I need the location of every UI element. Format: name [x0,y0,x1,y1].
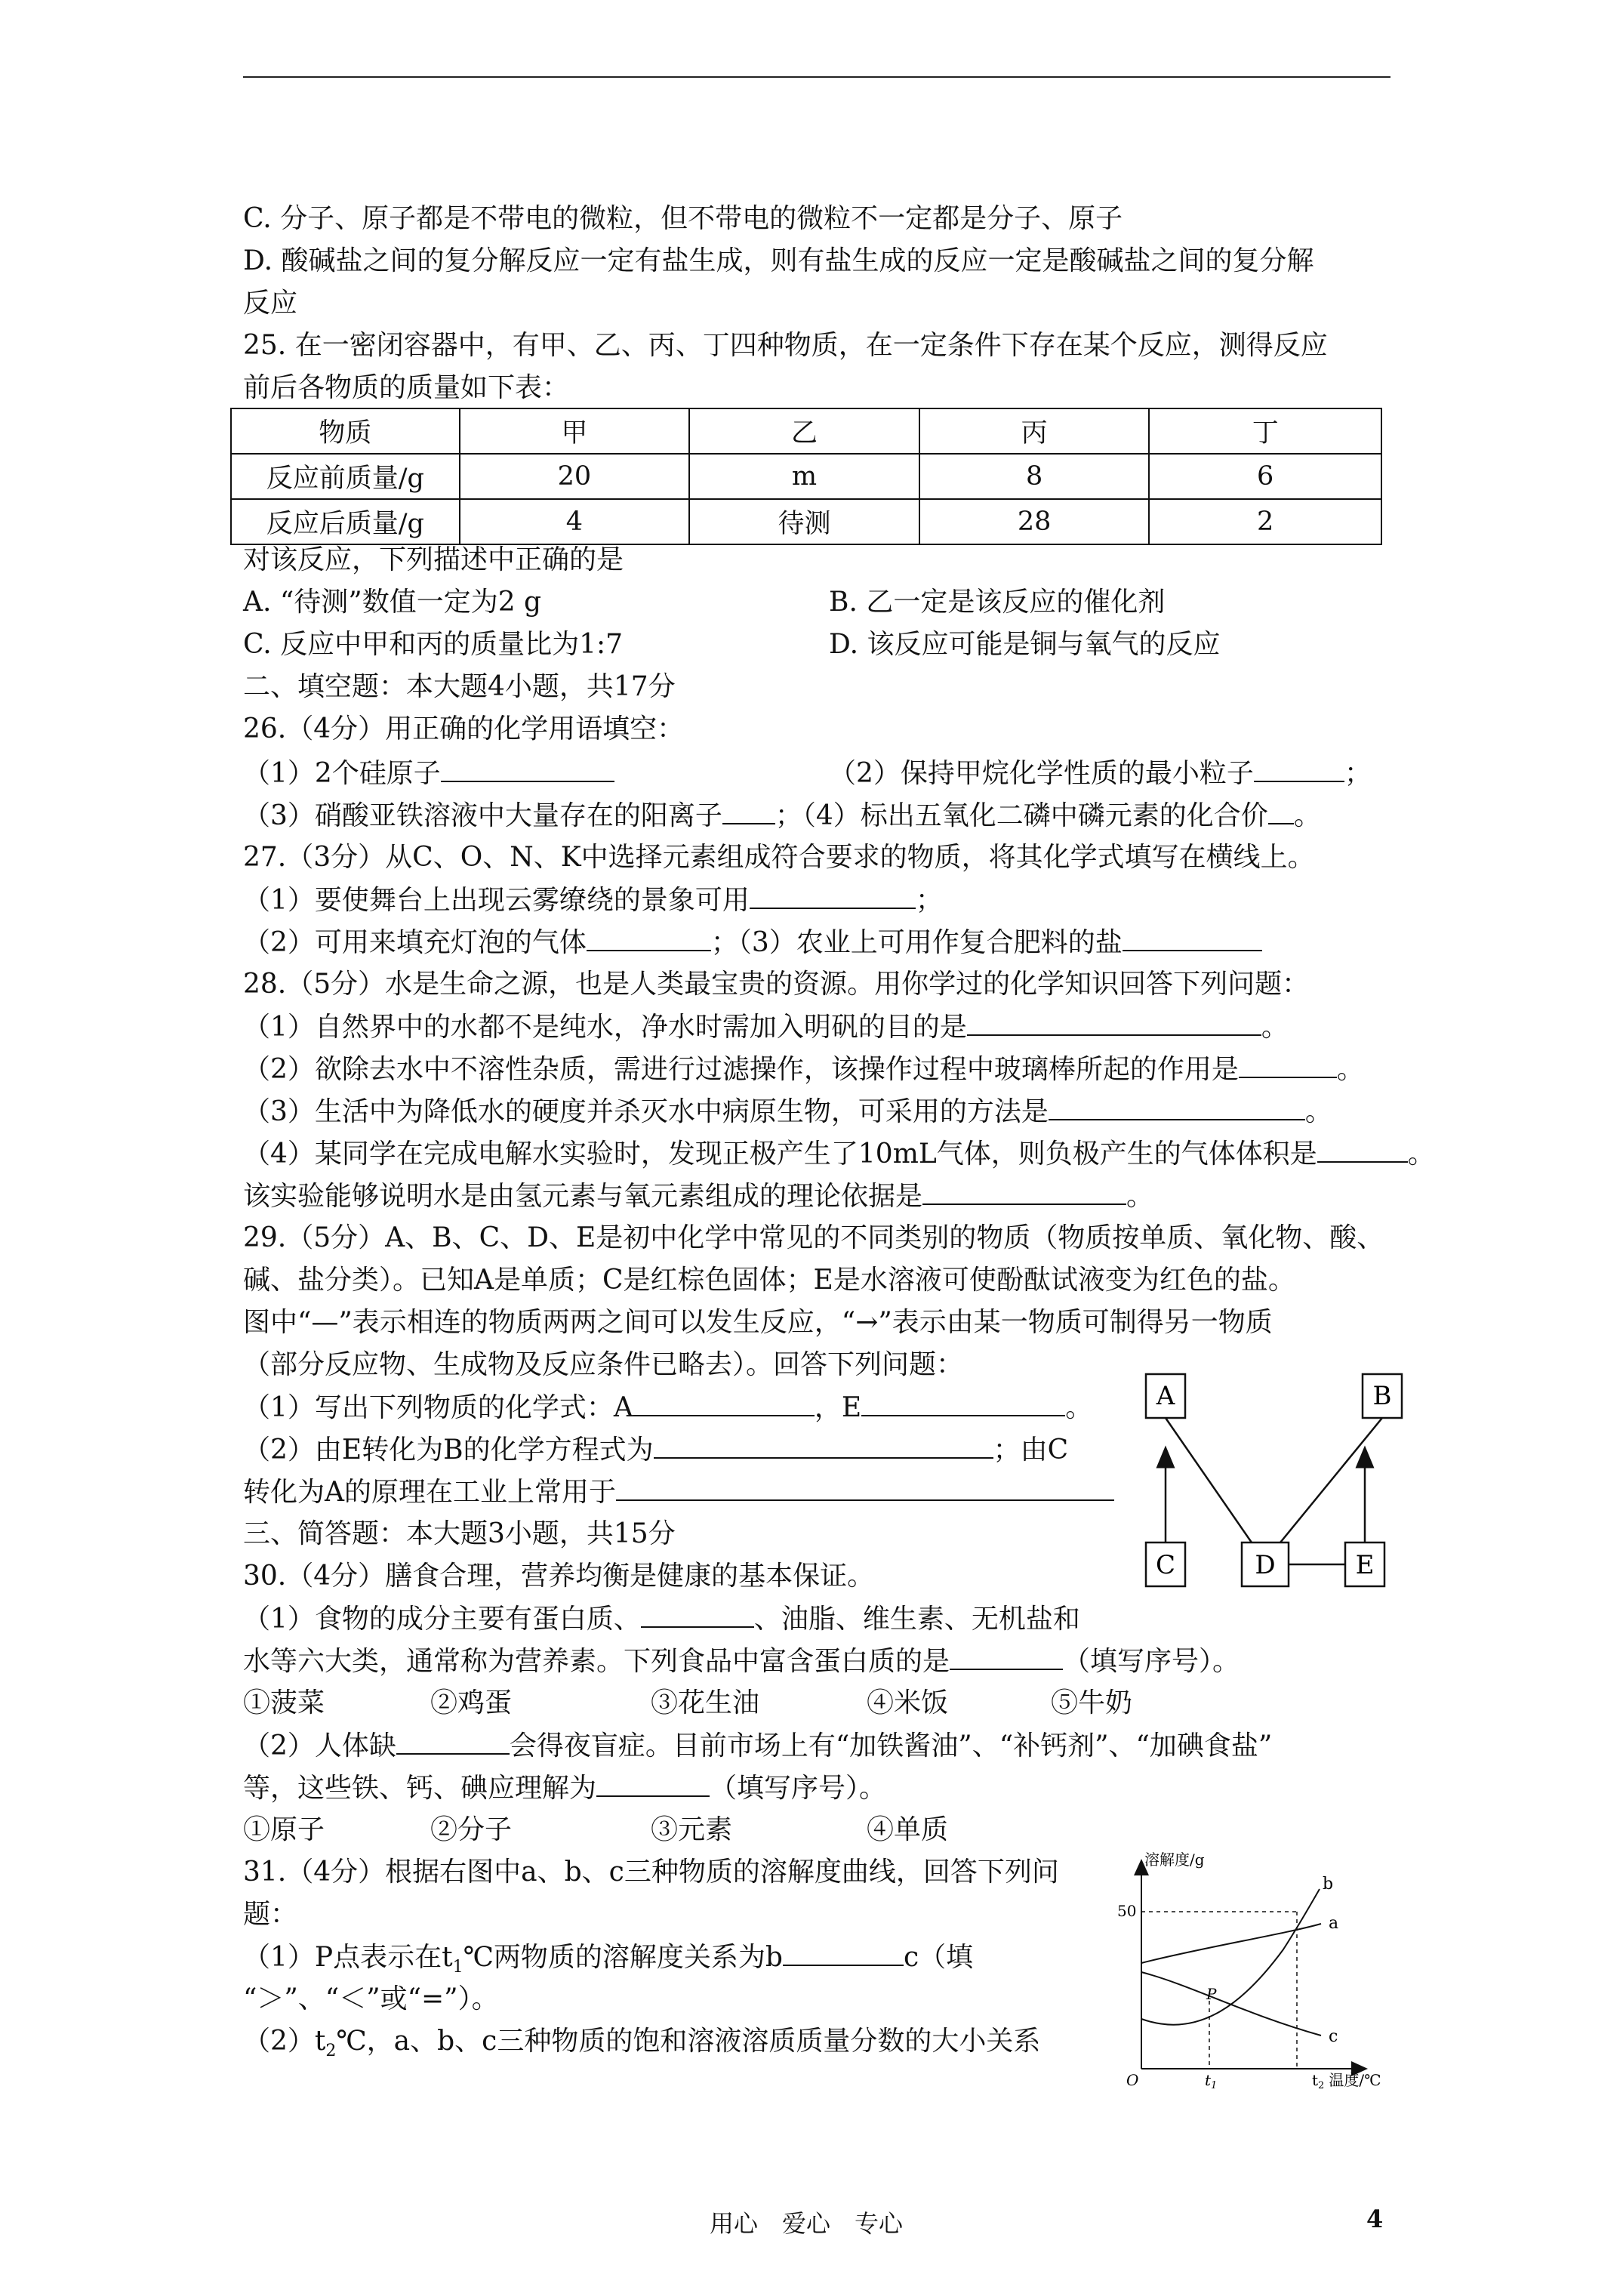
q25-option-a: A. “待测”数值一定为2 g [243,587,542,618]
answer-blank[interactable] [1049,1093,1305,1120]
punctuation: ； [1344,758,1372,789]
node-a-label: A [1156,1381,1175,1411]
q28-part-4 [243,1136,1435,1173]
node-b-label: B [1372,1381,1392,1411]
q30-part-2-cont-text-b: （填写序号）。 [710,1773,887,1804]
q26-part-1-text: （1）2个硅原子 [243,758,441,789]
question-31-stem: 31.（4分）根据右图中a、b、c三种物质的溶解度曲线，回答下列问 [243,1857,1059,1888]
punctuation: 。 [1407,1139,1435,1170]
q27-part-1-text: （1）要使舞台上出现云雾缭绕的景象可用 [243,885,750,916]
q30-part-2 [243,1727,1272,1764]
food-option: ⑤牛奶 [1051,1687,1133,1718]
answer-blank[interactable] [587,924,711,951]
subscript: 2 [325,2042,337,2061]
element-option: ①原子 [243,1814,325,1845]
table-cell: 8 [919,454,1150,499]
q26-part-3 [243,797,1321,834]
answer-blank[interactable] [1268,797,1294,824]
q28-part-1-text: （1）自然界中的水都不是纯水，净水时需加入明矾的目的是 [243,1012,967,1043]
q31-part-2-text-b: ℃，a、b、c三种物质的饱和溶液溶质质量分数的大小关系 [336,2026,1041,2057]
punctuation: 。 [1065,1392,1093,1423]
table-row [231,499,1381,544]
table-cell: 甲 [460,408,690,454]
q26-part-2-text: （2）保持甲烷化学性质的最小粒子 [829,758,1254,789]
q26-part-4-text: ；（4）标出五氧化二磷中磷元素的化合价 [775,800,1268,831]
node-c-label: C [1155,1550,1176,1580]
question-30-title: 30.（4分）膳食合理，营养均衡是健康的基本保证。 [243,1561,875,1592]
q29-part-3 [243,1474,1114,1511]
q30-part-2-cont [243,1770,886,1807]
answer-blank[interactable] [922,1178,1126,1205]
answer-blank[interactable] [861,1389,1065,1416]
table-cell: 反应前质量/g [231,454,460,499]
food-option: ③花生油 [651,1687,760,1718]
y-axis-label: 溶解度/g [1144,1851,1205,1869]
question-25-prompt: 对该反应，下列描述中正确的是 [243,544,624,575]
table-cell: 丁 [1149,408,1381,454]
punctuation: ； [915,885,943,916]
table-cell: 待测 [689,499,919,544]
q29-part-2-text-b: ；由C [993,1435,1069,1465]
q25-option-d: D. 该反应可能是铜与氧气的反应 [829,629,1221,660]
q27-part-2 [243,924,1262,961]
table-cell: m [689,454,919,499]
answer-blank[interactable] [1254,755,1344,782]
question-29-stem: （部分反应物、生成物及反应条件已略去）。回答下列问题： [243,1349,964,1380]
q27-part-1 [243,882,943,919]
q26-part-3-text: （3）硝酸亚铁溶液中大量存在的阳离子 [243,800,722,831]
q28-part-1 [243,1009,1289,1046]
q30-part-1 [243,1601,1080,1638]
punctuation: 。 [1304,1096,1332,1127]
answer-blank[interactable] [1123,924,1262,951]
q30-part-1-cont-text: 水等六大类，通常称为营养素。下列食品中富含蛋白质的是 [243,1646,950,1677]
q29-part-2 [243,1432,1068,1469]
element-option: ③元素 [651,1814,733,1845]
table-row [231,454,1381,499]
subscript: 1 [452,1958,463,1977]
q25-option-b: B. 乙一定是该反应的催化剂 [829,587,1166,618]
food-option: ④米饭 [867,1687,949,1718]
q30-part-1-text: （1）食物的成分主要有蛋白质、 [243,1604,641,1635]
option-c-line: C. 分子、原子都是不带电的微粒，但不带电的微粒不一定都是分子、原子 [243,203,1123,234]
question-26-title: 26.（4分）用正确的化学用语填空： [243,713,685,744]
q29-part-1 [243,1389,1092,1426]
answer-blank[interactable] [596,1770,710,1797]
mass-table [230,408,1382,545]
answer-blank[interactable] [1239,1051,1337,1078]
substance-relation-diagram [1132,1370,1419,1597]
punctuation: 。 [1261,1012,1289,1043]
answer-blank[interactable] [633,1389,815,1416]
table-cell: 反应后质量/g [231,499,460,544]
q31-part-1-text-c: c（填 [903,1942,974,1973]
q29-part-2-text: （2）由E转化为B的化学方程式为 [243,1435,654,1465]
q29-part-1-text: （1）写出下列物质的化学式：A [243,1392,633,1423]
page-number: 4 [1366,2205,1384,2233]
answer-blank[interactable] [441,755,614,782]
q26-part-2 [829,755,1372,792]
link-d-b [1280,1418,1382,1542]
question-25-stem: 25. 在一密闭容器中，有甲、乙、丙、丁四种物质，在一定条件下存在某个反应，测得反应 [243,330,1328,361]
y-tick-50: 50 [1117,1902,1137,1920]
punctuation: 。 [1336,1054,1364,1085]
curve-a [1141,1924,1321,1963]
question-31-stem-cont: 题： [243,1899,298,1930]
t1-label: $t_1$ [1205,2071,1218,2091]
answer-blank[interactable] [722,797,775,824]
q28-part-5-text: 该实验能够说明水是由氢元素与氧元素组成的理论依据是 [243,1181,923,1212]
q31-part-1-text-b: ℃两物质的溶解度关系为b [463,1942,783,1973]
table-cell: 28 [919,499,1150,544]
q29-part-1-text-b: ，E [814,1392,862,1423]
q28-part-5 [243,1178,1153,1215]
q31-part-1-text: （1）P点表示在t [243,1942,453,1973]
question-27-title: 27.（3分）从C、O、N、K中选择元素组成符合要求的物质，将其化学式填写在横线上。 [243,842,1315,873]
link-a-d [1166,1418,1252,1542]
option-d-line: D. 酸碱盐之间的复分解反应一定有盐生成，则有盐生成的反应一定是酸碱盐之间的复分解 [243,245,1314,276]
punctuation: 。 [1293,800,1321,831]
curve-c-label: c [1329,2027,1338,2046]
answer-blank[interactable] [1317,1136,1408,1163]
question-29-stem: 图中“—”表示相连的物质两两之间可以发生反应，“→”表示由某一物质可制得另一物质 [243,1307,1273,1338]
solubility-chart [1095,1850,1381,2099]
q28-part-2 [243,1051,1364,1088]
answer-blank[interactable] [750,882,916,909]
x-axis-label: $t_2$ 温度/℃ [1312,2071,1381,2091]
q28-part-3-text: （3）生活中为降低水的硬度并杀灭水中病原生物，可采用的方法是 [243,1096,1049,1127]
question-29-stem: 碱、盐分类）。已知A是单质；C是红棕色固体；E是水溶液可使酚酞试液变为红色的盐。 [243,1265,1295,1296]
answer-blank[interactable] [967,1009,1261,1036]
table-header-row [231,408,1381,454]
q30-part-2-cont-text: 等，这些铁、钙、碘应理解为 [243,1773,597,1804]
q30-part-2-text-b: 会得夜盲症。目前市场上有“加铁酱油”、“补钙剂”、“加碘食盐” [509,1730,1273,1761]
table-cell: 丙 [919,408,1150,454]
header-rule [243,76,1390,78]
answer-blank[interactable] [641,1601,754,1628]
punctuation: 。 [1126,1181,1154,1212]
q27-part-2-text: （2）可用来填充灯泡的气体 [243,927,587,958]
q26-part-1 [243,755,614,792]
section-3-heading: 三、简答题：本大题3小题，共15分 [243,1518,676,1549]
point-p-label: P [1206,1985,1217,2003]
question-29-stem: 29.（5分）A、B、C、D、E是初中化学中常见的不同类别的物质（物质按单质、氧化物、酸、 [243,1222,1384,1253]
answer-blank[interactable] [950,1643,1063,1670]
q31-part-2 [243,2023,1040,2069]
q31-part-2-text: （2）t [243,2026,326,2057]
option-d-line-cont: 反应 [243,288,298,319]
answer-blank[interactable] [396,1727,510,1755]
node-e-label: E [1355,1550,1375,1580]
question-25-stem-cont: 前后各物质的质量如下表： [243,372,570,403]
node-d-label: D [1255,1550,1276,1580]
q25-option-c: C. 反应中甲和丙的质量比为1:7 [243,629,624,660]
answer-blank[interactable] [654,1432,993,1459]
food-option: ①菠菜 [243,1687,325,1718]
q29-part-3-text: 转化为A的原理在工业上常用于 [243,1477,616,1508]
question-28-title: 28.（5分）水是生命之源，也是人类最宝贵的资源。用你学过的化学知识回答下列问题： [243,969,1310,1000]
q31-part-1-cont: “＞”、“＜”或“=”）。 [243,1983,499,2014]
q31-part-1 [243,1939,973,1986]
q30-part-2-text: （2）人体缺 [243,1730,396,1761]
footer-motto: 用心 爱心 专心 [710,2209,904,2238]
q30-part-1-text-b: 、油脂、维生素、无机盐和 [753,1604,1080,1635]
q28-part-3 [243,1093,1332,1130]
origin-label: O [1126,2071,1139,2089]
element-option: ②分子 [430,1814,513,1845]
q28-part-2-text: （2）欲除去水中不溶性杂质，需进行过滤操作，该操作过程中玻璃棒所起的作用是 [243,1054,1239,1085]
table-cell: 2 [1149,499,1381,544]
food-option: ②鸡蛋 [430,1687,513,1718]
q30-part-1-cont-text-b: （填写序号）。 [1063,1646,1240,1677]
q30-part-1-cont [243,1643,1240,1680]
q27-part-3-text: ；（3）农业上可用作复合肥料的盐 [710,927,1123,958]
table-cell: 20 [460,454,690,499]
table-cell: 物质 [231,408,460,454]
table-cell: 6 [1149,454,1381,499]
q28-part-4-text: （4）某同学在完成电解水实验时，发现正极产生了10mL气体，则负极产生的气体体积是 [243,1139,1317,1170]
curve-a-label: a [1329,1914,1339,1933]
table-cell: 4 [460,499,690,544]
table-cell: 乙 [689,408,919,454]
answer-blank[interactable] [616,1474,1114,1501]
curve-c [1141,1972,1321,2036]
curve-b-label: b [1323,1875,1334,1894]
answer-blank[interactable] [783,1939,904,1966]
section-2-heading: 二、填空题：本大题4小题，共17分 [243,671,676,702]
element-option: ④单质 [867,1814,949,1845]
